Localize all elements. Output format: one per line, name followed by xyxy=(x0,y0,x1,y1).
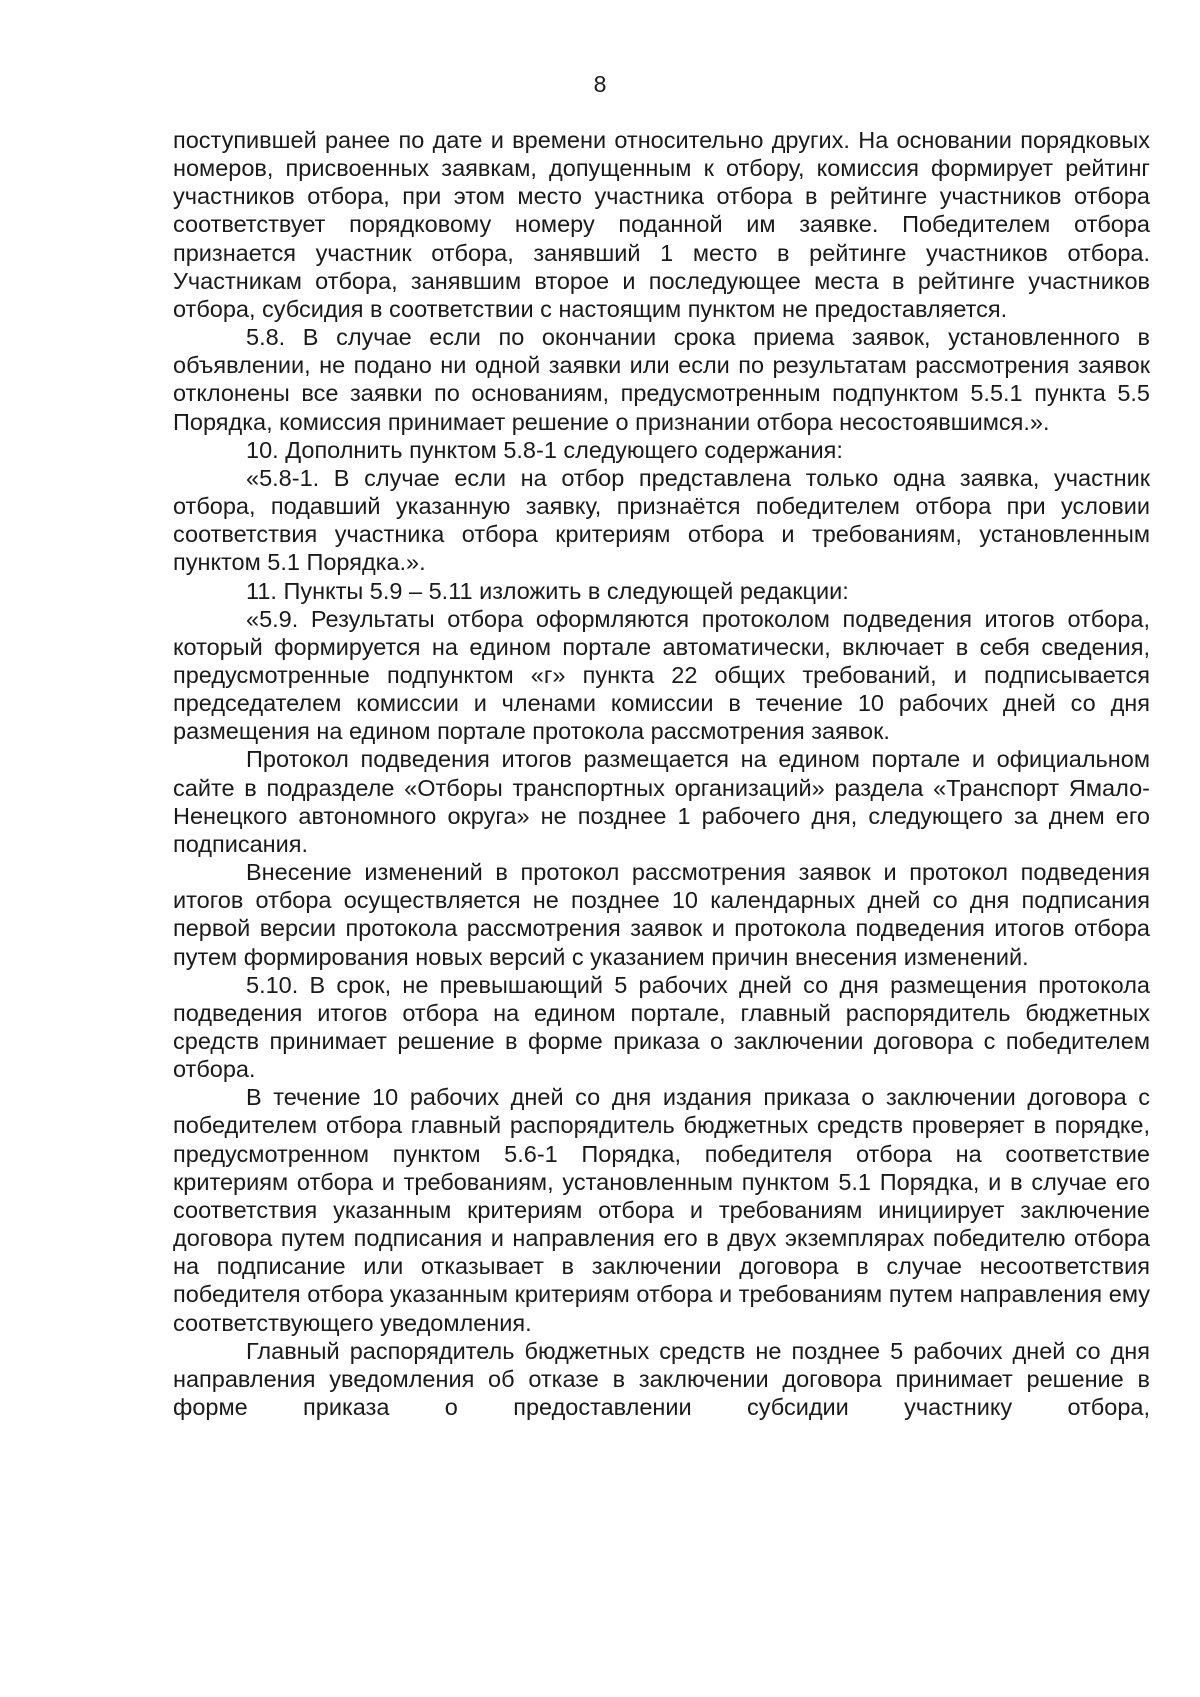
paragraph-refusal-decision: Главный распорядитель бюджетных средств не позднее 5 рабочих дней со дня направления уведомления об отказе в заключении договора принимает решение в форме приказа о предоставлении субсидии участнику отбора, xyxy=(173,1337,1150,1421)
paragraph-5-8: 5.8. В случае если по окончании срока приема заявок, установленного в объявлении, не подано ни одной заявки или если по результатам рассмотрения заявок отклонены все заявки по основаниям, предусмотренным подпунктом 5.5.1 пункта 5.5 Порядка, комиссия принимает решение о признании отбора несостоявшимся.». xyxy=(173,324,1150,435)
paragraph-5-10: 5.10. В срок, не превышающий 5 рабочих дней со дня размещения протокола подведения итогов отбора на едином портале, главный распорядитель бюджетных средств принимает решение в форме приказа о заключении договора с победителем отбора. xyxy=(173,971,1150,1083)
page-number: 8 xyxy=(593,71,607,97)
paragraph-protocol-changes: Внесение изменений в протокол рассмотрения заявок и протокол подведения итогов отбора осуществляется не позднее 10 календарных дней со дня подписания первой версии протокола рассмотрения заявок и протокола подведения итогов отбора путем формирования новых версий с указанием причин внесения изменений. xyxy=(173,859,1150,970)
paragraph-item-11: 11. Пункты 5.9 – 5.11 изложить в следующей редакции: xyxy=(246,577,849,604)
paragraph-contract-check: В течение 10 рабочих дней со дня издания приказа о заключении договора с победителем отбора главный распорядитель бюджетных средств проверяет в порядке, предусмотренном пунктом 5.6-1 Порядка, победителя отбора на соответствие критериям отбора и требованиям, установленным пунктом 5.1 Порядка, и в случае его соответствия указанным критериям отбора и требованиям инициирует заключение договора путем подписания и направления его в двух экземплярах победителю отбора на подписание или отказывает в заключении договора в случае несоответствия победителя отбора указанным критериям отбора и требованиям путем направления ему соответствующего уведомления. xyxy=(173,1084,1150,1336)
paragraph-5-8-1: «5.8-1. В случае если на отбор представлена только одна заявка, участник отбора, подавший указанную заявку, признаётся победителем отбора при условии соответствия участника отбора критериям отбора и требованиям, установленным пунктом 5.1 Порядка.». xyxy=(173,464,1150,576)
document-body xyxy=(173,126,1150,1421)
paragraph-continuation: поступившей ранее по дате и времени относительно других. На основании порядковых номеров, присвоенных заявкам, допущенным к отбору, комиссия формирует рейтинг участников отбора, при этом место участника отбора в рейтинге участников отбора соответствует порядковому номеру поданной им заявке. Победителем отбора признается участник отбора, занявший 1 место в рейтинге участников отбора. Участникам отбора, занявшим второе и последующее места в рейтинге участников отбора, субсидия в соответствии с настоящим пунктом не предоставляется. xyxy=(173,127,1150,322)
paragraph-item-10: 10. Дополнить пунктом 5.8-1 следующего содержания: xyxy=(246,436,843,463)
paragraph-5-9: «5.9. Результаты отбора оформляются протоколом подведения итогов отбора, который формируется на едином портале автоматически, включает в себя сведения, предусмотренные подпунктом «г» пункта 22 общих требований, и подписывается председателем комиссии и членами комиссии в течение 10 рабочих дней со дня размещения на едином портале протокола рассмотрения заявок. xyxy=(173,605,1150,745)
paragraph-protocol-publication: Протокол подведения итогов размещается на едином портале и официальном сайте в подразделе «Отборы транспортных организаций» раздела «Транспорт Ямало-Ненецкого автономного округа» не позднее 1 рабочего дня, следующего за днем его подписания. xyxy=(173,746,1150,857)
